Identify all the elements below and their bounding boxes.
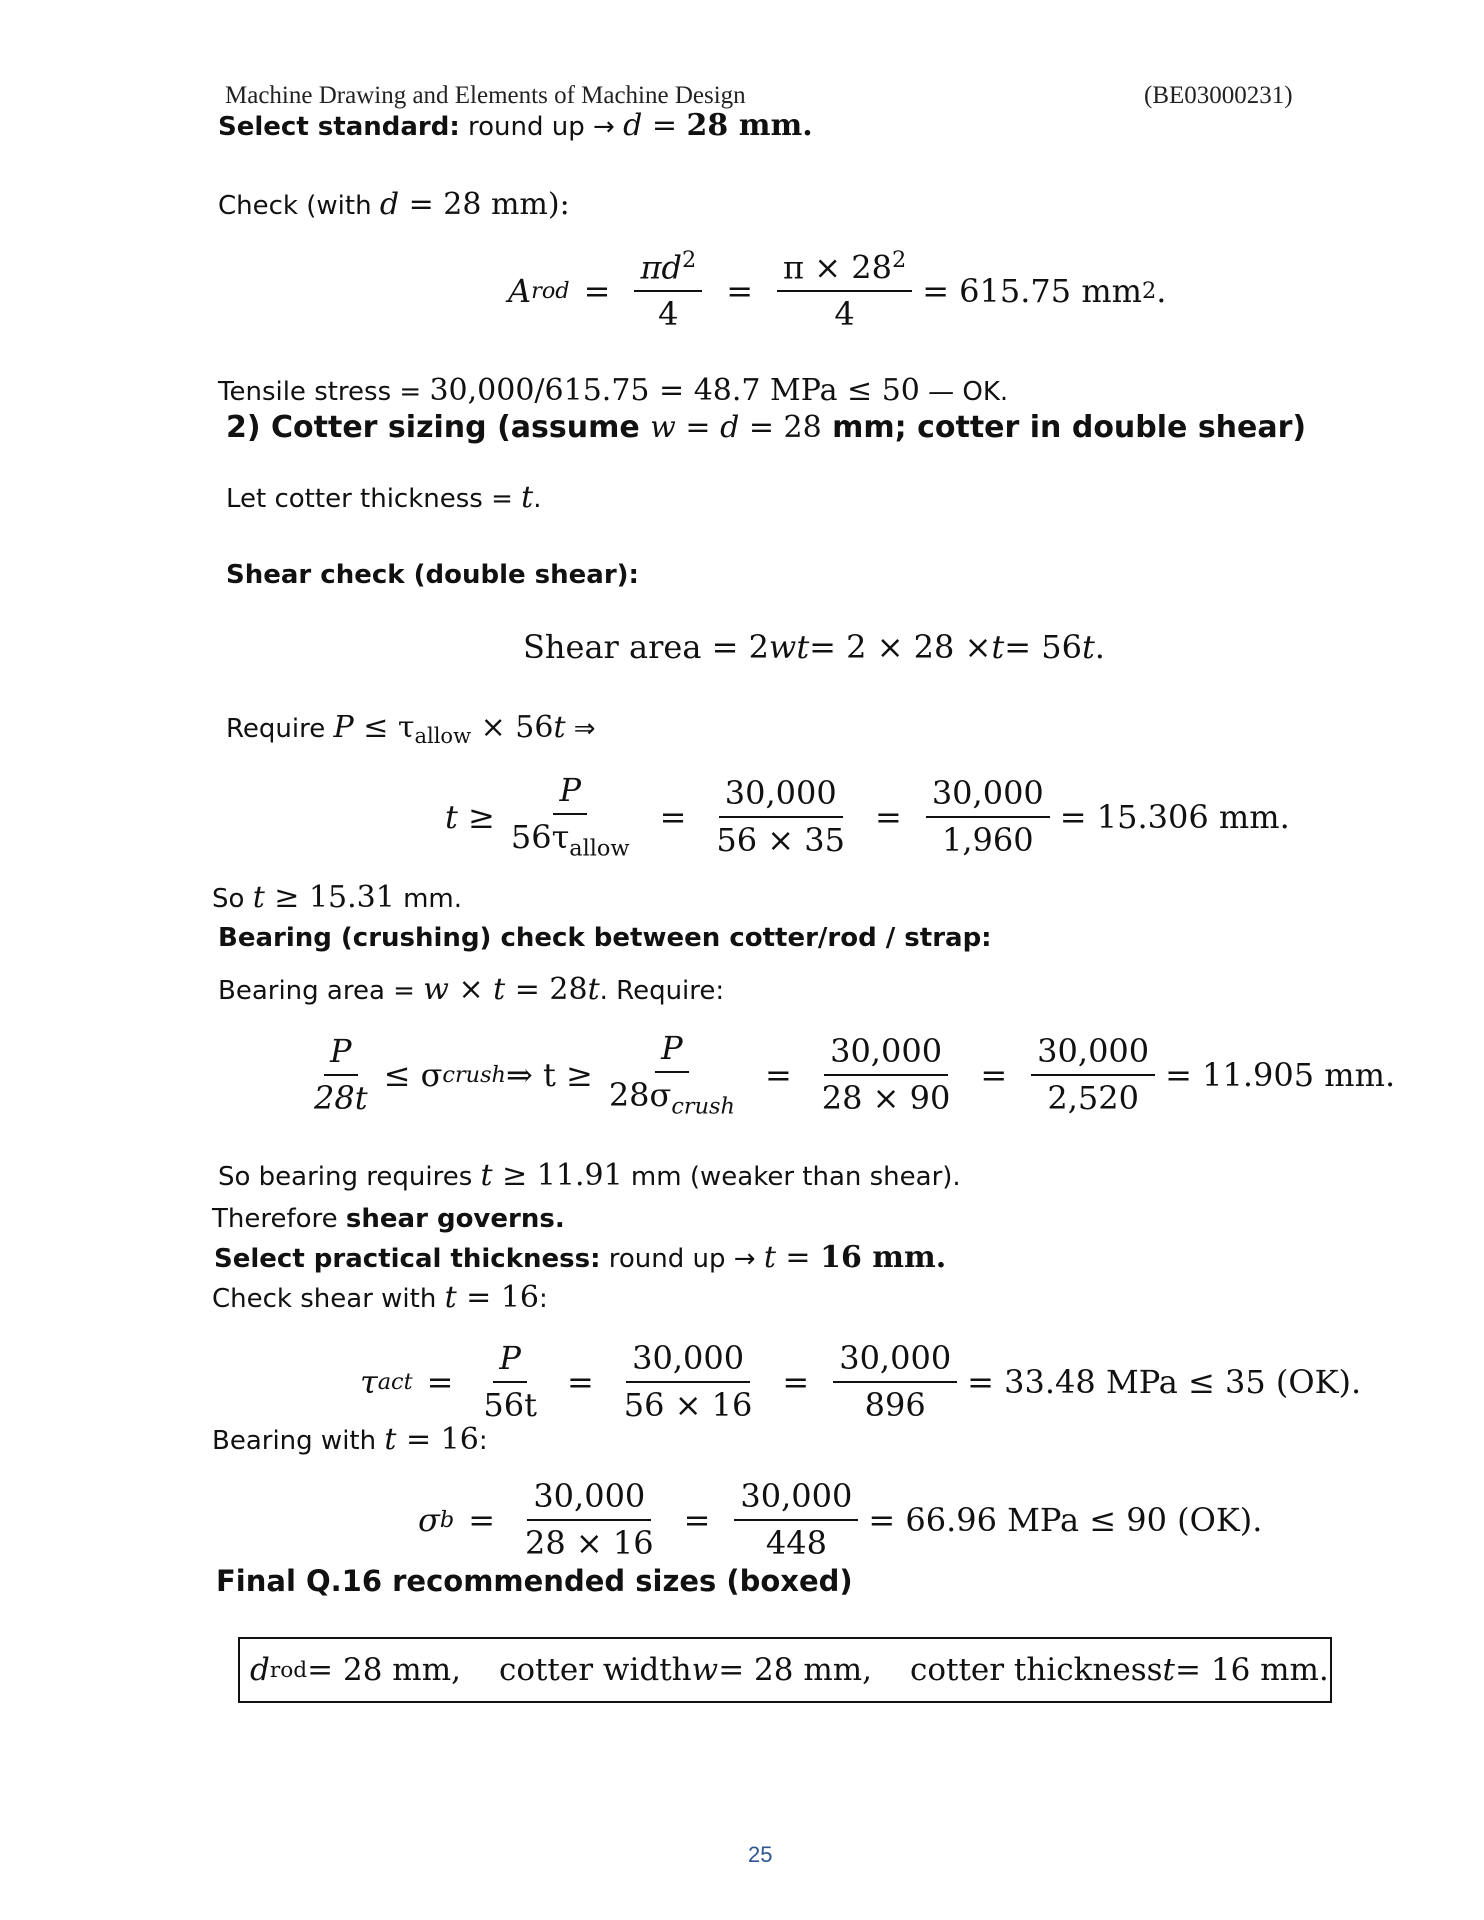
- sigma-frac-2: $\frac{30,000}{448}$: [734, 1478, 858, 1562]
- sigma-equation: σ b = $\frac{30,000}{28 \times 16}$ = $\frac{30,000}{448}$ = 66.96 MPa ≤ 90 (OK).: [418, 1477, 1263, 1562]
- bear-frac-0: $\frac{P}{28t}$: [314, 1032, 368, 1117]
- tau-result: = 33.48 MPa ≤ 35 (OK).: [967, 1362, 1362, 1401]
- bearing-heading: Bearing (crushing) check between cotter/rod / strap:: [218, 923, 992, 953]
- area-equation: A rod = $\frac{\pi d^2}{4}$ = $\frac{\pi \times 28^2}{4}$ = 615.75 mm 2 .: [508, 247, 1167, 334]
- t-result: = 15.306 mm.: [1059, 797, 1290, 836]
- eq-sign: =: [642, 108, 687, 143]
- check-line: [218, 187, 570, 222]
- check-eq: = 28 mm):: [399, 187, 570, 222]
- area-lhs: A: [508, 271, 532, 310]
- tau-equation: τ act = $\frac{P}{56t}$ = $\frac{30,000}{56 \times 16}$ = $\frac{30,000}{896}$ = 33.48 MPa ≤ 35 (OK).: [360, 1339, 1362, 1424]
- area-result: = 615.75 mm: [922, 271, 1142, 310]
- t-frac-2: $\frac{30,000}{56 \times 35}$: [716, 774, 845, 859]
- shear-check-label: Shear check (double shear):: [226, 560, 639, 590]
- select-standard-text: round up →: [468, 112, 624, 142]
- page-number: 25: [748, 1842, 773, 1867]
- sigma-result: = 66.96 MPa ≤ 90 (OK).: [868, 1500, 1263, 1539]
- var-d: d: [379, 187, 400, 222]
- so-t-line: So t ≥ 15.31 mm.: [212, 880, 463, 915]
- t-shear-equation: t ≥ $\frac{P}{56\tau_{allow}}$ = $\frac{30,000}{56 \times 35}$ = $\frac{30,000}{1,960}$ = 15.306 mm.: [445, 771, 1290, 862]
- bear-result: = 11.905 mm.: [1165, 1055, 1396, 1094]
- sigma-frac-1: $\frac{30,000}{28 \times 16}$: [525, 1477, 654, 1562]
- tau-frac-3: $\frac{30,000}{896}$: [833, 1340, 957, 1424]
- area-frac-2: $\frac{\pi \times 28^2}{4}$: [777, 248, 912, 333]
- tau-frac-2: $\frac{30,000}{56 \times 16}$: [623, 1339, 753, 1424]
- tau-frac-1: $\frac{P}{56t}$: [483, 1339, 537, 1424]
- final-boxed-result: d rod = 28 mm, cotter width w = 28 mm, cotter thickness t = 16 mm.: [238, 1637, 1332, 1703]
- select-standard-line: [218, 108, 813, 143]
- so-bearing-line: So bearing requires t ≥ 11.91 mm (weaker than shear).: [218, 1158, 961, 1193]
- check-text: Check (with: [218, 191, 380, 221]
- select-thickness-line: Select practical thickness: round up → t = 16 mm.: [214, 1240, 947, 1275]
- header-title: Machine Drawing and Elements of Machine Design: [225, 82, 746, 109]
- var-d: d: [623, 108, 643, 143]
- bearing-area-line: Bearing area = w × t = 28t. Require:: [218, 972, 725, 1007]
- let-cotter-line: Let cotter thickness = t.: [226, 480, 542, 515]
- bearing-equation: $\frac{P}{28t}$ ≤ σ crush ⇒ t ≥ $\frac{P}{28\sigma_{crush}}$ = $\frac{30,000}{28 \times 90}$ = $\frac{30,000}{2,520}$ = 11.905 mm.: [308, 1030, 1395, 1120]
- t-frac-1: $\frac{P}{56\tau_{allow}}$: [510, 771, 630, 862]
- bear-frac-2: $\frac{30,000}{28 \times 90}$: [821, 1032, 951, 1117]
- require-line: Require $P \le \tau_{allow} \times 56t$ ⇒: [226, 710, 596, 749]
- t-frac-3: $\frac{30,000}{1,960}$: [926, 775, 1050, 859]
- section-2-heading: 2) Cotter sizing (assume w = d = 28 mm; cotter in double shear): [226, 410, 1307, 445]
- check-shear-line: Check shear with t = 16:: [212, 1280, 548, 1315]
- tensile-label: Tensile stress =: [218, 377, 430, 407]
- header-code: (BE03000231): [1144, 82, 1293, 109]
- bear-frac-3: $\frac{30,000}{2,520}$: [1031, 1033, 1155, 1117]
- bear-frac-1: $\frac{P}{28\sigma_{crush}}$: [608, 1029, 735, 1120]
- area-lhs-sub: rod: [531, 277, 570, 304]
- tensile-line: [218, 373, 1008, 408]
- final-heading: Final Q.16 recommended sizes (boxed): [216, 1564, 853, 1598]
- bearing-with-line: Bearing with t = 16:: [212, 1422, 488, 1457]
- select-standard-value: 28 mm.: [686, 108, 813, 143]
- tensile-math: 30,000/615.75 = 48.7 MPa ≤ 50: [429, 373, 920, 408]
- shear-area-equation: Shear area = 2 wt = 2 × 28 × t = 56 t .: [523, 628, 1105, 666]
- tensile-end: — OK.: [919, 377, 1009, 407]
- therefore-line: Therefore shear governs.: [212, 1204, 565, 1234]
- area-frac-1: $\frac{\pi d^2}{4}$: [634, 248, 702, 333]
- select-standard-label: Select standard:: [218, 112, 460, 142]
